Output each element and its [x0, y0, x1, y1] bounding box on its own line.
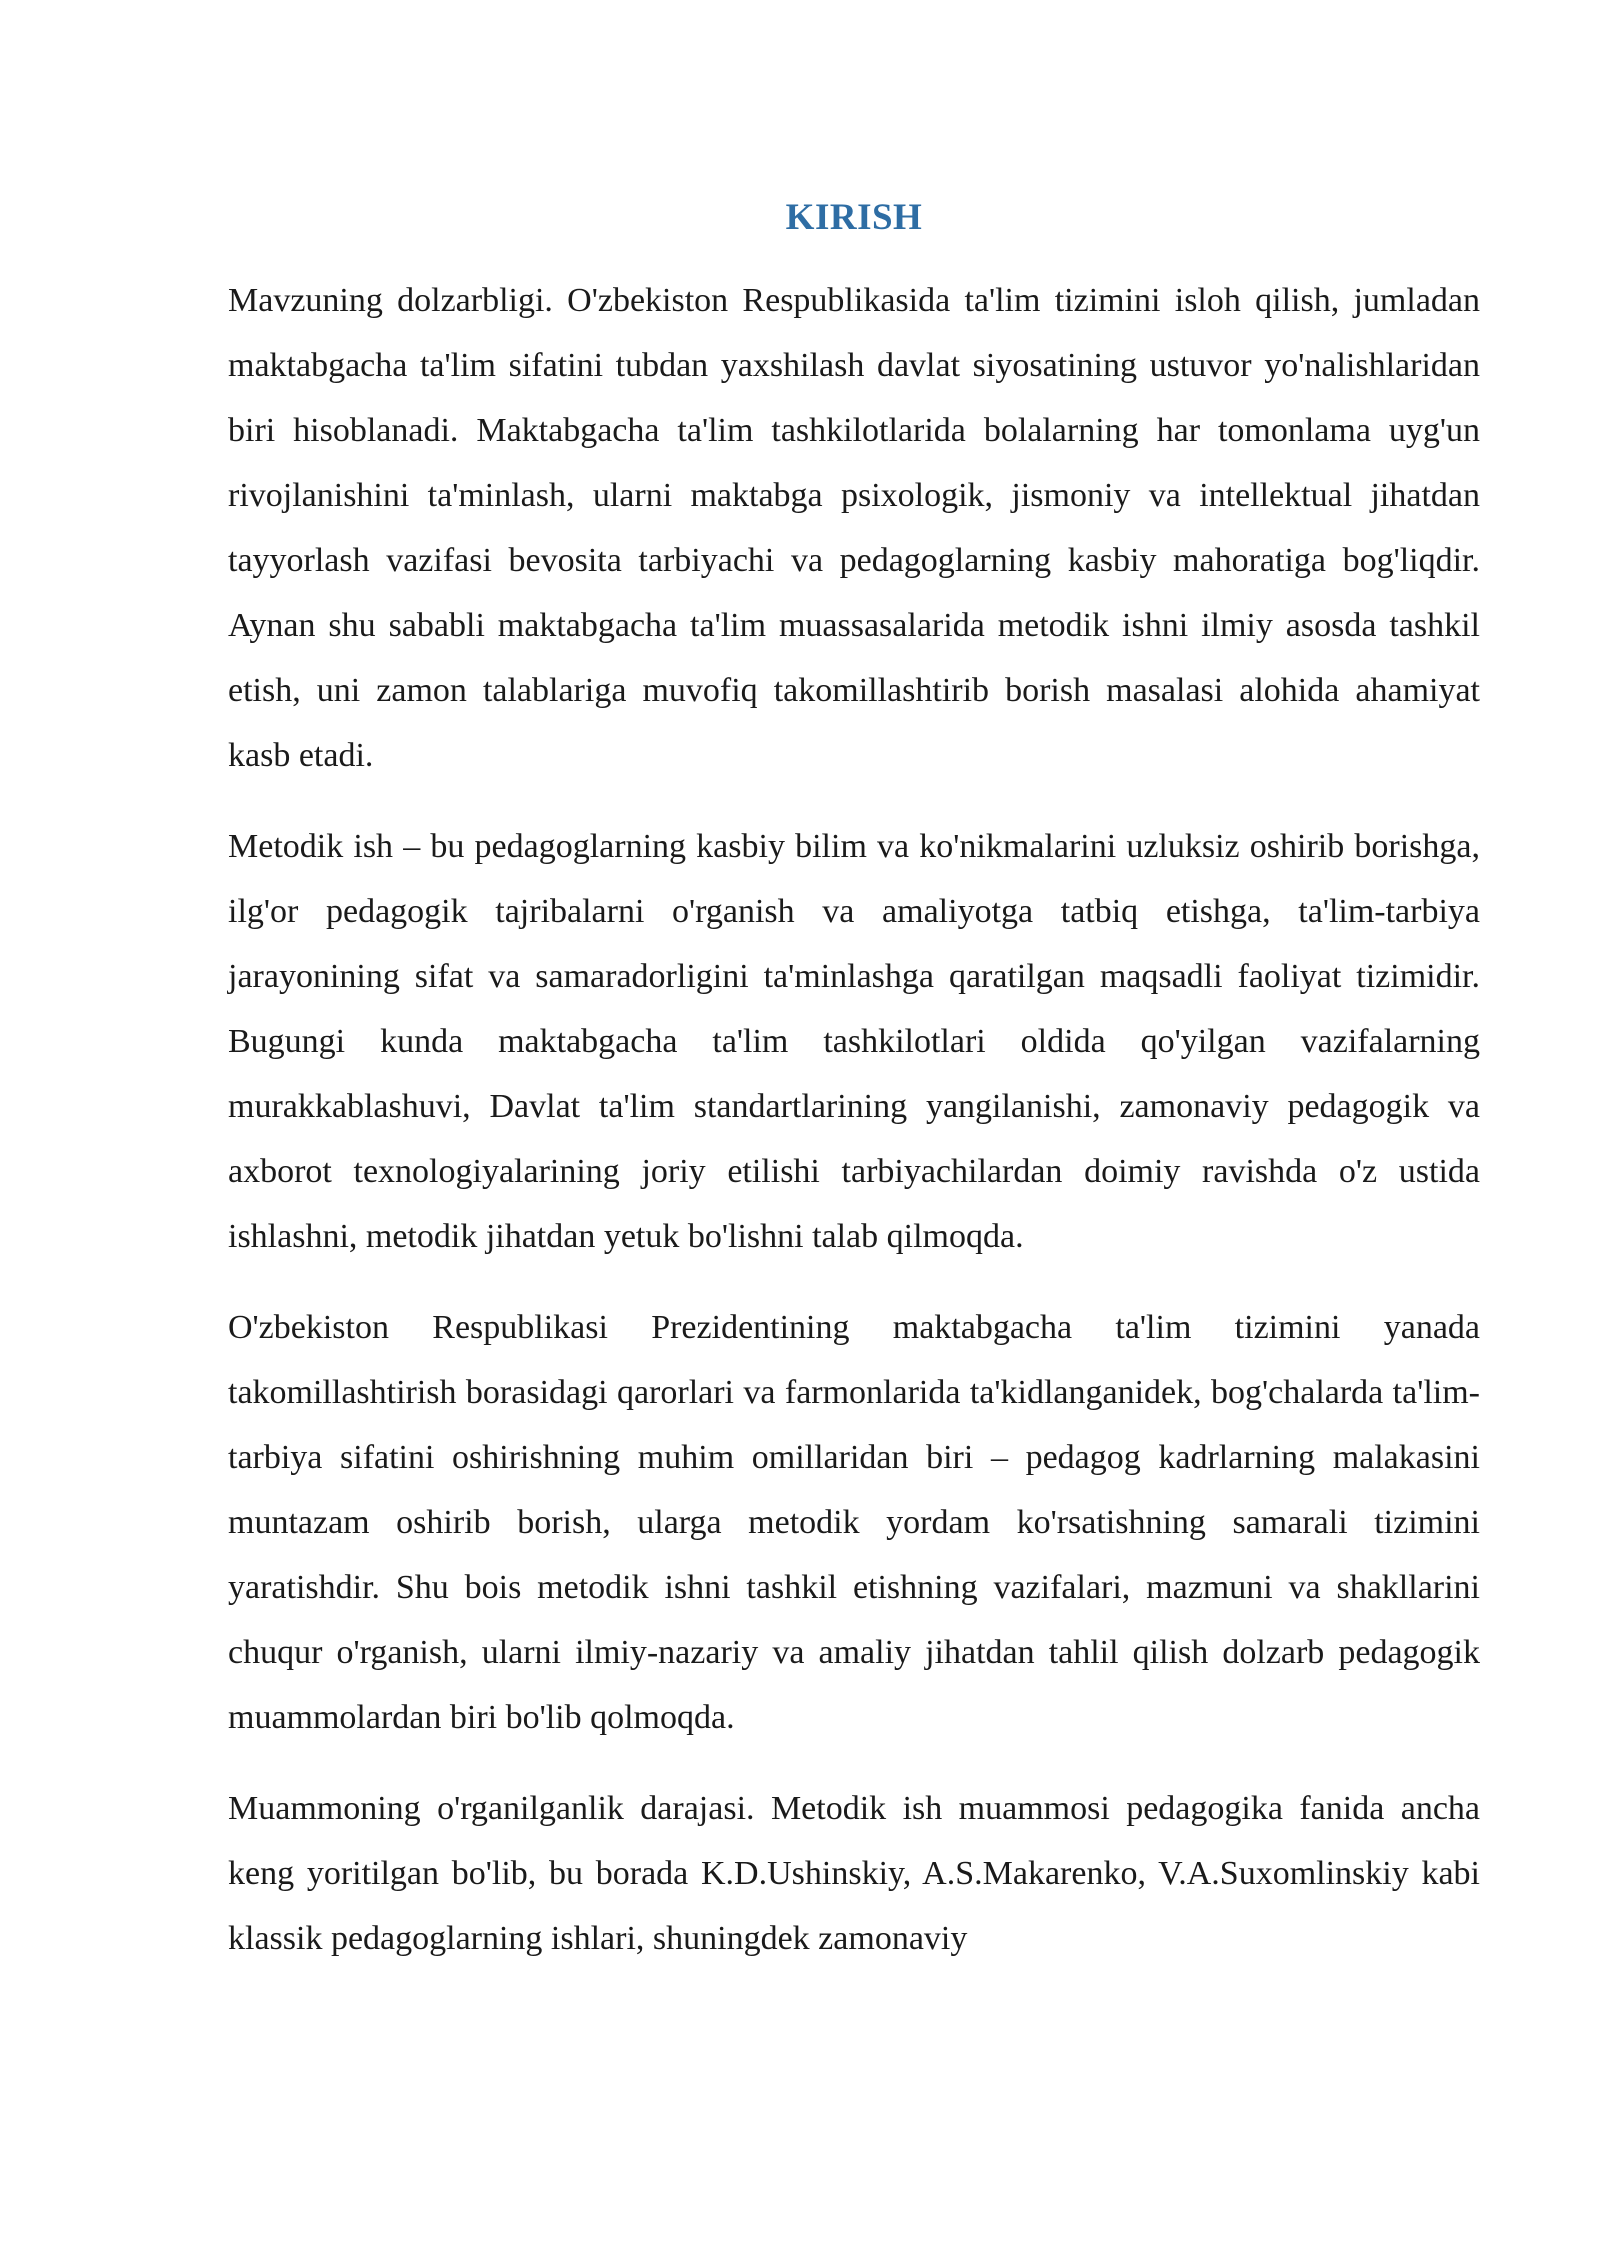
paragraph-relevance: Mavzuning dolzarbligi. O'zbekiston Respublikasida ta'lim tizimini isloh qilish, jumladan maktabgacha ta'lim sifatini tubdan yaxshilash davlat siyosatining ustuvor yo'nalishlaridan biri hisoblanadi. Maktabgacha ta'lim tashkilotlarida bolalarning har tomonlama uyg'un rivojlanishini ta'minlash, ularni maktabga psixologik, jismoniy va intellektual jihatdan tayyorlash vazifasi bevosita tarbiyachi va pedagoglarning kasbiy mahoratiga bog'liqdir. Aynan shu sababli maktabgacha ta'lim muassasalarida metodik ishni ilmiy asosda tashkil etish, uni zamon talablariga muvofiq takomillashtirib borish masalasi alohida ahamiyat kasb etadi. — [228, 282, 1480, 774]
section-title: KIRISH — [785, 197, 923, 238]
document-page — [228, 188, 1480, 1971]
paragraph-study-degree: Muammoning o'rganilganlik darajasi. Metodik ish muammosi pedagogika fanida ancha keng yoritilgan bo'lib, bu borada K.D.Ushinskiy, A.S.Makarenko, V.A.Suxomlinskiy kabi klassik pedagoglarning ishlari, shuningdek zamonaviy — [228, 1790, 1480, 1957]
paragraph-presidential-decrees: O'zbekiston Respublikasi Prezidentining maktabgacha ta'lim tizimini yanada takomillashtirish borasidagi qarorlari va farmonlarida ta'kidlanganidek, bog'chalarda ta'lim-tarbiya sifatini oshirishning muhim omillaridan biri – pedagog kadrlarning malakasini muntazam oshirib borish, ularga metodik yordam ko'rsatishning samarali tizimini yaratishdir. Shu bois metodik ishni tashkil etishning vazifalari, mazmuni va shakllarini chuqur o'rganish, ularni ilmiy-nazariy va amaliy jihatdan tahlil qilish dolzarb pedagogik muammolardan biri bo'lib qolmoqda. — [228, 1309, 1480, 1736]
paragraph-methodical-work: Metodik ish – bu pedagoglarning kasbiy bilim va ko'nikmalarini uzluksiz oshirib borishga, ilg'or pedagogik tajribalarni o'rganish va amaliyotga tatbiq etishga, ta'lim-tarbiya jarayonining sifat va samaradorligini ta'minlashga qaratilgan maqsadli faoliyat tizimidir. Bugungi kunda maktabgacha ta'lim tashkilotlari oldida qo'yilgan vazifalarning murakkablashuvi, Davlat ta'lim standartlarining yangilanishi, zamonaviy pedagogik va axborot texnologiyalarining joriy etilishi tarbiyachilardan doimiy ravishda o'z ustida ishlashni, metodik jihatdan yetuk bo'lishni talab qilmoqda. — [228, 828, 1480, 1255]
